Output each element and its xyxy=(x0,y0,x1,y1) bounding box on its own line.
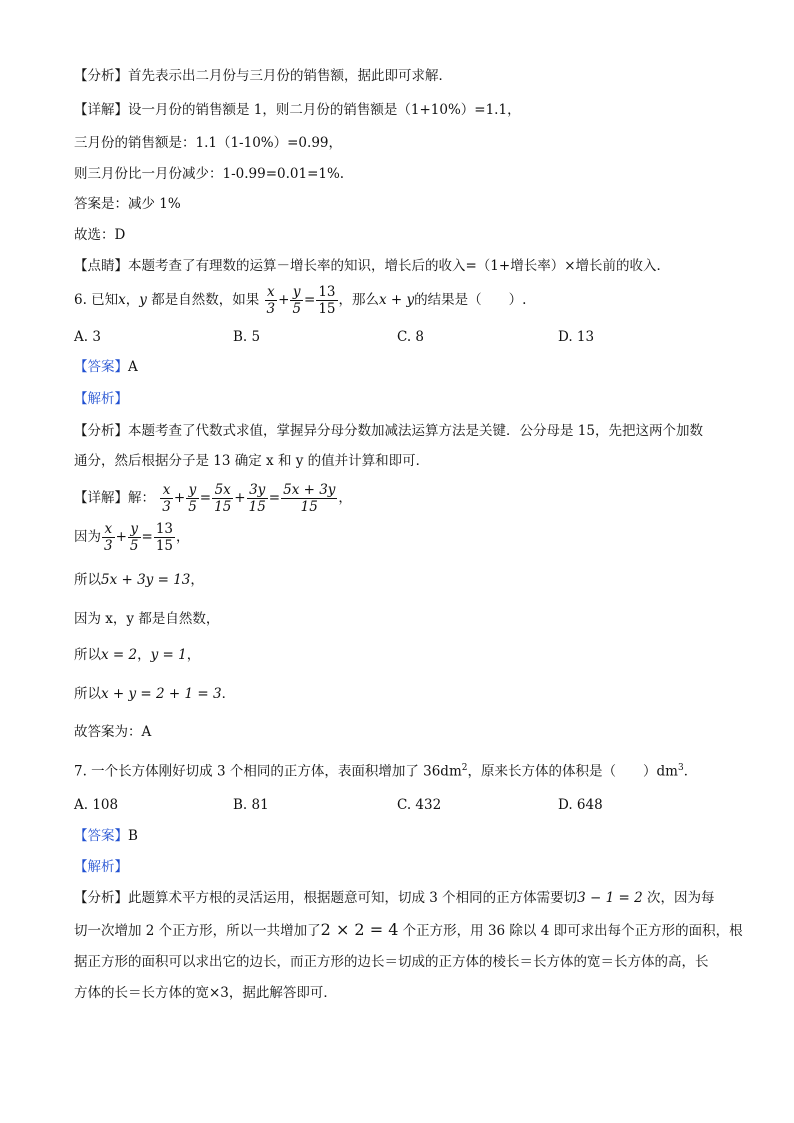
equation: x = 2 xyxy=(101,647,138,663)
answer-value: B xyxy=(128,828,138,844)
detail-tag: 【详解】 xyxy=(74,102,128,118)
punct: ， xyxy=(137,647,151,663)
frac-den: 3 xyxy=(266,301,276,317)
frac-num: 5x xyxy=(212,482,233,499)
q6-analysis-line1 xyxy=(74,421,703,441)
punct: ， xyxy=(186,647,201,663)
analysis-text: 次，因为每 xyxy=(642,890,715,906)
frac-num: x xyxy=(160,482,173,499)
analysis-tag: 【分析】 xyxy=(74,423,128,439)
punct: ， xyxy=(176,529,190,545)
q7-option-c: C. 432 xyxy=(397,797,442,813)
punct: ， xyxy=(190,572,204,588)
fraction xyxy=(154,521,175,554)
analysis-text: 此题算术平方根的灵活运用，根据题意可知，切成 3 个相同的正方体需要切 xyxy=(128,890,578,906)
frac-den: 5 xyxy=(188,499,197,515)
detail-tag: 【详解】 xyxy=(74,490,128,506)
comment-paragraph-q5 xyxy=(74,256,670,276)
q5-line4: 则三月份比一月份减少：1-0.99=0.01=1%. xyxy=(74,166,345,182)
q7-option-a: A. 108 xyxy=(74,797,119,813)
answer-tag: 【答案】 xyxy=(74,359,128,375)
plus-sign: + xyxy=(278,292,290,308)
q5-line3: 三月份的销售额是：1.1（1-10%）=0.99， xyxy=(74,135,342,151)
fraction xyxy=(281,482,337,515)
analysis-text: 首先表示出二月份与三月份的销售额，据此即可求解． xyxy=(128,68,452,84)
detail-intro: 解： xyxy=(128,490,155,506)
analysis-tag: 【分析】 xyxy=(74,890,128,906)
q6-expr: x + y xyxy=(379,292,415,308)
jiexi-tag: 【解析】 xyxy=(74,391,128,407)
q7-jiexi xyxy=(74,857,128,877)
detail-paragraph-q5 xyxy=(74,100,521,120)
q7-analysis-line3: 据正方形的面积可以求出它的边长，而正方形的边长＝切成的正方体的棱长＝长方体的宽＝长方体的高，长 xyxy=(74,954,709,970)
q6-var-x: x xyxy=(118,292,126,308)
q5-line5: 答案是：减少 1% xyxy=(74,196,181,212)
q6-so3 xyxy=(74,684,235,704)
comment-text: 本题考查了有理数的运算－增长率的知识，增长后的收入=（1+增长率）×增长前的收入． xyxy=(128,258,671,274)
frac-num: 13 xyxy=(155,521,173,537)
q7-analysis-line2 xyxy=(74,920,743,941)
frac-den: 15 xyxy=(318,301,336,317)
q6-analysis-line2: 通分，然后根据分子是 13 确定 x 和 y 的值并计算和即可． xyxy=(74,453,430,469)
analysis-paragraph-q5 xyxy=(74,66,452,86)
fraction xyxy=(160,482,173,515)
fraction xyxy=(247,482,268,515)
q7-stem-b: ，原来长方体的体积是（ ）dm xyxy=(467,763,678,780)
jiexi-tag: 【解析】 xyxy=(74,859,128,875)
punct: ， xyxy=(338,490,352,506)
q6-because2: 因为 x，y 都是自然数， xyxy=(74,611,220,627)
answer-tag: 【答案】 xyxy=(74,828,128,844)
fraction xyxy=(128,521,141,554)
fraction xyxy=(102,521,115,554)
frac-den: 15 xyxy=(300,499,318,515)
q6-final: 故答案为：A xyxy=(74,724,152,740)
frac-num: 5x + 3y xyxy=(283,482,336,498)
q6-so2 xyxy=(74,645,200,665)
q7-analysis-line4: 方体的长＝长方体的宽×3，据此解答即可． xyxy=(74,985,337,1001)
equation: y = 1 xyxy=(150,647,187,663)
q6-option-d: D. 13 xyxy=(558,329,595,345)
q6-var-y: y xyxy=(139,292,147,308)
so-text: 所以 xyxy=(74,686,101,702)
analysis-text: 本题考查了代数式求值，掌握异分母分数加减法运算方法是关键．公分母是 15，先把这两个加数 xyxy=(128,423,703,439)
analysis-text: 个正方形，用 36 除以 4 即可求出每个正方形的面积，根 xyxy=(398,923,743,939)
frac-num: x xyxy=(265,284,278,301)
q6-stem-c: ，那么 xyxy=(338,292,380,308)
fraction xyxy=(186,482,199,515)
q7-option-b: B. 81 xyxy=(233,797,269,813)
because-text: 因为 xyxy=(74,529,101,545)
q6-sep: ， xyxy=(125,292,140,308)
equation: 2 × 2 = 4 xyxy=(320,920,399,939)
equation: x + y = 2 + 1 = 3 xyxy=(101,686,222,702)
frac-den: 5 xyxy=(292,301,302,317)
so-text: 所以 xyxy=(74,572,101,588)
equation: 5x + 3y = 13 xyxy=(101,572,191,588)
detail-text: 设一月份的销售额是 1，则二月份的销售额是（1+10%）=1.1， xyxy=(128,102,521,118)
equation: 3 − 1 = 2 xyxy=(577,890,643,906)
frac-den: 15 xyxy=(155,538,173,554)
frac-num: 3y xyxy=(247,482,268,499)
q6-option-b: B. 5 xyxy=(233,329,261,345)
q7-stem xyxy=(74,758,697,782)
frac-den: 15 xyxy=(214,499,232,515)
q6-stem xyxy=(74,281,526,319)
superscript: 2 xyxy=(461,763,468,773)
q6-detail-line: 【详解】解： $\frac{x}{3}$ + $\frac{y}{5}$ = $\frac{5x}{15}$ + $\frac{3y}{15}$ = $\frac{5x + 3y}{15}$ ， xyxy=(74,482,352,515)
q6-stem-d: 的结果是（ ）. xyxy=(414,292,527,308)
analysis-text: 切一次增加 2 个正方形，所以一共增加了 xyxy=(74,923,321,939)
superscript: 3 xyxy=(677,763,684,773)
q6-fraction-13-15 xyxy=(316,284,337,317)
q7-analysis-line1 xyxy=(74,888,715,908)
q7-stem-a: 7. 一个长方体刚好切成 3 个相同的正方体，表面积增加了 36dm xyxy=(74,763,462,780)
q6-fraction-y5 xyxy=(290,284,303,317)
q6-stem-b: 都是自然数，如果 xyxy=(146,292,260,308)
frac-num: x xyxy=(102,521,115,538)
frac-den: 5 xyxy=(129,538,139,554)
q6-option-c: C. 8 xyxy=(397,329,425,345)
punct: ． xyxy=(221,686,236,702)
frac-num: y xyxy=(290,284,303,301)
equals-sign: = xyxy=(304,292,316,308)
frac-den: 3 xyxy=(162,499,171,515)
answer-value: A xyxy=(128,359,138,375)
so-text: 所以 xyxy=(74,647,101,663)
punct: ． xyxy=(683,763,698,780)
frac-num: y xyxy=(186,482,199,499)
frac-num: y xyxy=(128,521,141,538)
q6-so1 xyxy=(74,570,204,590)
q6-fraction-x3 xyxy=(265,284,278,317)
q6-stem-a: 6. 已知 xyxy=(74,292,119,308)
analysis-tag: 【分析】 xyxy=(74,68,128,84)
fraction xyxy=(212,482,233,515)
frac-den: 3 xyxy=(104,538,113,554)
frac-den: 15 xyxy=(248,499,266,515)
q6-because1: 因为 $\frac{x}{3}$ + $\frac{y}{5}$ = $\frac{13}{15}$ ， xyxy=(74,521,190,554)
q6-answer xyxy=(74,357,138,377)
comment-tag: 【点睛】 xyxy=(74,258,128,274)
q7-option-d: D. 648 xyxy=(558,797,603,813)
frac-num: 13 xyxy=(318,284,336,300)
q6-option-a: A. 3 xyxy=(74,329,101,345)
q5-line6: 故选：D xyxy=(74,227,126,243)
q6-jiexi xyxy=(74,389,128,409)
q7-answer xyxy=(74,826,138,846)
